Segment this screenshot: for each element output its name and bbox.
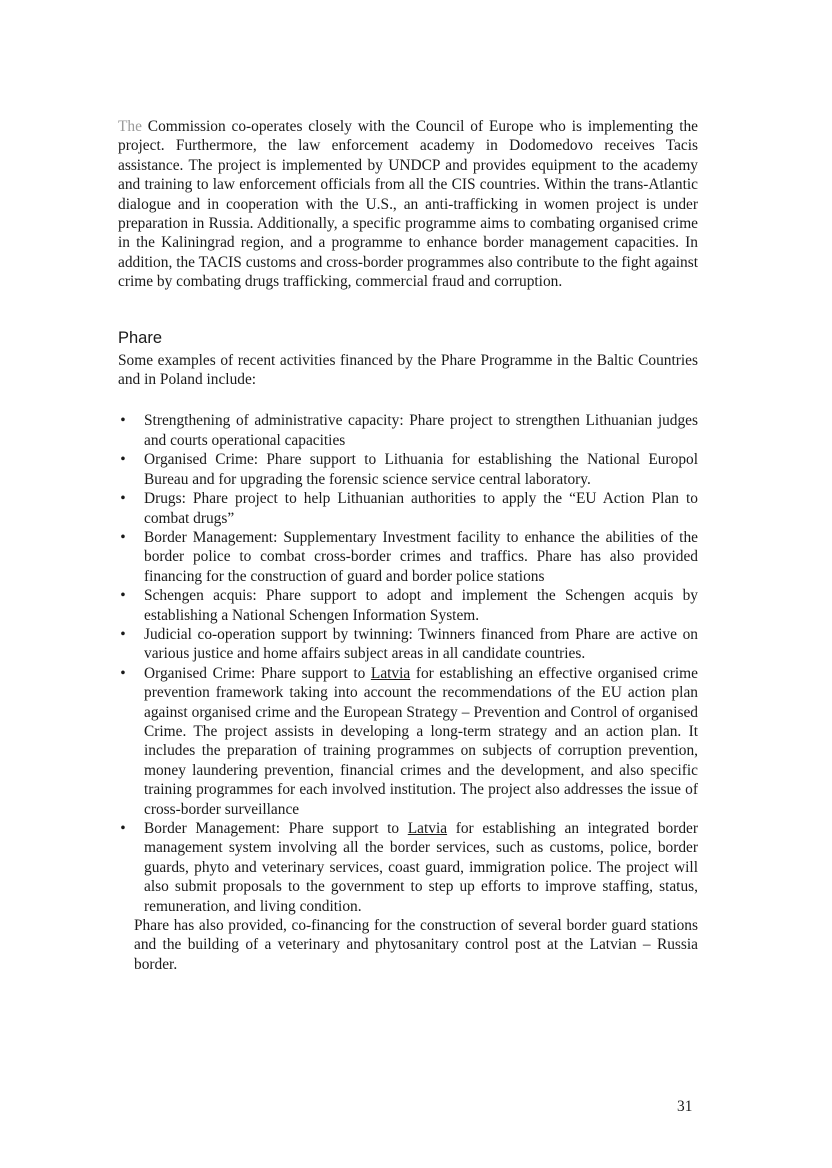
activity-list — [118, 411, 698, 916]
bullet-icon: • — [120, 664, 126, 682]
bullet-icon: • — [120, 587, 126, 605]
list-item-text: Strengthening of administrative capacity: Phare project to strengthen Lithuanian judges and courts operational capacities — [144, 412, 698, 449]
section-lead: Some examples of recent activities financed by the Phare Programme in the Baltic Countries and in Poland include: — [118, 351, 698, 389]
page-content — [118, 117, 698, 974]
page-number: 31 — [677, 1098, 693, 1115]
latvia-link[interactable]: Latvia — [370, 664, 411, 682]
list-item-text: Judicial co-operation support by twinning: Twinners financed from Phare are active on various justice and home affairs subject areas in all candidate countries. — [144, 625, 698, 663]
closing-paragraph: Phare has also provided, co-financing for the construction of several border guard stations and the building of a veterinary and phytosanitary control post at the Latvian – Russia border. — [134, 917, 698, 973]
list-item — [118, 528, 698, 586]
list-item — [118, 625, 698, 664]
list-item-text: Organised Crime: Phare support to Lithuania for establishing the National Europol Bureau and for upgrading the forensic science service central laboratory. — [144, 451, 698, 488]
intro-text: Commission co-operates closely with the Council of Europe who is implementing the project. Furthermore, the law enforcement academy in Dodomedovo receives Tacis assistance. The project is implemented by UNDCP and provides equipment to the academy and training to law enforcement officials from all the CIS countries. Within the trans-Atlantic dialogue and in cooperation with the U.S., an anti-trafficking in women project is under preparation in Russia. Additionally, a specific programme aims to combating organised crime in the Kaliningrad region, and a programme to enhance border management capacities. In addition, the TACIS customs and cross-border programmes also contribute to the fight against crime by combating drugs trafficking, commercial fraud and corruption. — [118, 118, 698, 291]
section-heading: Phare — [118, 328, 163, 347]
list-item — [118, 664, 698, 819]
list-item-text: Drugs: Phare project to help Lithuanian authorities to apply the “EU Action Plan to combat drugs” — [144, 490, 698, 527]
bullet-icon: • — [120, 451, 126, 469]
list-item-text-before: Border Management: Phare support to — [144, 820, 408, 837]
bullet-icon: • — [120, 820, 126, 837]
list-item — [118, 586, 698, 625]
list-item-text: Schengen acquis: Phare support to adopt and implement the Schengen acquis by establishing a National Schengen Information System. — [144, 587, 698, 624]
list-item — [118, 819, 698, 916]
bullet-icon: • — [120, 490, 126, 508]
bullet-icon: • — [120, 528, 126, 546]
latvia-link[interactable]: Latvia — [407, 820, 448, 837]
list-item-text: Border Management: Supplementary Investment facility to enhance the abilities of the border police to combat cross-border crimes and traffics. Phare has also provided financing for the construction of guard and border police stations — [144, 528, 698, 585]
list-item-text-after: for establishing an effective organised crime prevention framework taking into account the recommendations of the EU action plan against organised crime and the European Strategy – Prevention and Control of organised Crime. The project assists in developing a long-term strategy and an action plan. It includes the preparation of training programmes on subjects of corruption prevention, money laundering prevention, financial crimes and the development, and also specific training programmes for each involved institution. The project also addresses the issue of cross-border surveillance — [144, 664, 698, 818]
intro-paragraph — [118, 117, 698, 292]
list-item — [118, 411, 698, 450]
bullet-icon: • — [120, 412, 126, 430]
intro-lead-word: The — [118, 118, 142, 135]
list-item-text-after: for establishing an integrated border management system involving all the border services, such as customs, police, border guards, phyto and veterinary services, coast guard, immigration police. The project will also submit proposals to the government to step up efforts to improve staffing, status, remuneration, and living condition. — [144, 820, 698, 915]
list-item — [118, 489, 698, 528]
list-item — [118, 450, 698, 489]
list-item-text-before: Organised Crime: Phare support to — [144, 664, 371, 682]
bullet-icon: • — [120, 625, 126, 643]
